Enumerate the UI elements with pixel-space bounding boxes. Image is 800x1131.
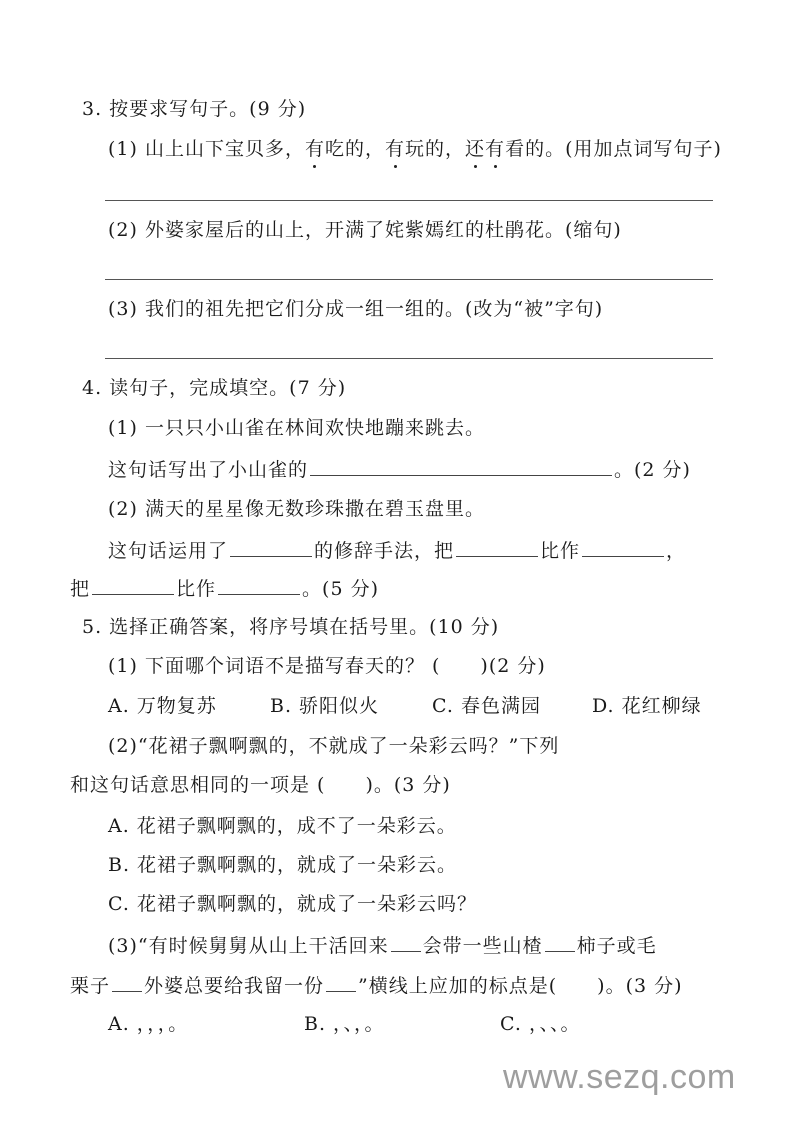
q5-item2-question-line1: (2)“花裙子飘啊飘的，不就成了一朵彩云吗？”下列 (108, 735, 560, 757)
punct-blank[interactable] (545, 933, 575, 952)
option-d[interactable]: D. 花红柳绿 (592, 695, 702, 717)
q5-item3-options (108, 1012, 580, 1036)
emphasis-dot-word: 有 (385, 138, 406, 160)
fill-blank[interactable] (456, 538, 538, 557)
q5-item2-option-b[interactable]: B. 花裙子飘啊飘的，就成了一朵彩云。 (108, 854, 458, 876)
q5-item3-text: 外婆总要给我留一份 (144, 975, 325, 997)
q4-item2-text: 的修辞手法，把 (314, 540, 455, 562)
q5-title: 5. 选择正确答案，将序号填在括号里。(10 分) (82, 616, 500, 638)
q5-item2-option-a[interactable]: A. 花裙子飘啊飘的，成不了一朵彩云。 (108, 815, 457, 837)
fill-blank[interactable] (230, 538, 312, 557)
q4-item2-text: ， (666, 540, 687, 562)
q4-item2-sentence: (2) 满天的星星像无数珍珠撒在碧玉盘里。 (108, 498, 485, 520)
q4-item2-fill-line2 (70, 576, 379, 601)
q5-item3-text: 会带一些山楂 (422, 935, 543, 957)
fill-blank[interactable] (310, 457, 612, 476)
fill-blank[interactable] (218, 576, 300, 595)
q4-item2-text: 比作 (176, 578, 217, 600)
q5-item3-text: 柿子或毛 (576, 935, 657, 957)
q3-item3: (3) 我们的祖先把它们分成一组一组的。(改为“被”字句) (108, 298, 604, 320)
q3-item2: (2) 外婆家屋后的山上，开满了姹紫嫣红的杜鹃花。(缩句) (108, 219, 622, 241)
fill-blank[interactable] (92, 576, 174, 595)
emphasis-dot-word: 有 (485, 138, 506, 160)
q3-item1-prefix: (1) 山上山下宝贝多， (108, 138, 305, 160)
q4-item2-text: 。(5 分) (302, 578, 379, 600)
q3-item1-text: 看的。 (505, 138, 566, 160)
q4-item2-text: 这句话运用了 (108, 540, 229, 562)
emphasis-dot-word: 还 (465, 138, 486, 160)
emphasis-dot-word: 有 (304, 138, 325, 160)
q4-item1-sentence: (1) 一只只小山雀在林间欢快地蹦来跳去。 (108, 417, 485, 439)
q5-item2-question-line2: 和这句话意思相同的一项是 ( )。(3 分) (70, 774, 451, 796)
option-b[interactable]: B. 骄阳似火 (270, 695, 380, 717)
q5-item2-option-c[interactable]: C. 花裙子飘啊飘的，就成了一朵彩云吗？ (108, 893, 477, 915)
q5-item3-line2 (70, 973, 683, 998)
q4-item1-fill (108, 457, 691, 482)
watermark: www.sezq.com (503, 1058, 736, 1096)
q4-item2-fill-line1 (108, 538, 686, 563)
q3-item1 (108, 137, 722, 161)
option-a[interactable]: A. ，，，。 (108, 1013, 189, 1035)
q4-item1-suffix: 。(2 分) (614, 459, 691, 481)
punct-blank[interactable] (391, 933, 421, 952)
q5-item3-line1 (108, 933, 657, 958)
option-c[interactable]: C. 春色满园 (432, 695, 541, 717)
q4-title: 4. 读句子，完成填空。(7 分) (82, 377, 347, 399)
q5-item3-text: ”横线上应加的标点是( )。(3 分) (358, 975, 683, 997)
q5-item3-text: (3)“有时候舅舅从山上干活回来 (108, 935, 389, 957)
answer-line-q3-1[interactable] (105, 200, 713, 201)
q3-item1-instruction: (用加点词写句子) (565, 138, 722, 160)
option-c[interactable]: C. ，、、。 (500, 1013, 581, 1035)
q4-item2-text: 把 (70, 578, 91, 600)
fill-blank[interactable] (582, 538, 664, 557)
q5-item1-question: (1) 下面哪个词语不是描写春天的？ ( )(2 分) (108, 655, 546, 677)
answer-line-q3-3[interactable] (105, 358, 713, 359)
q4-item2-text: 比作 (540, 540, 581, 562)
option-a[interactable]: A. 万物复苏 (108, 695, 217, 717)
punct-blank[interactable] (326, 973, 356, 992)
answer-line-q3-2[interactable] (105, 279, 713, 280)
q5-item3-text: 栗子 (70, 975, 111, 997)
q3-item1-text: 吃的， (324, 138, 385, 160)
option-b[interactable]: B. ，、，。 (304, 1013, 385, 1035)
q3-title: 3. 按要求写句子。(9 分) (82, 98, 307, 120)
q3-item1-text: 玩的， (405, 138, 466, 160)
q5-item1-options (108, 694, 702, 718)
q4-item1-prompt: 这句话写出了小山雀的 (108, 459, 309, 481)
punct-blank[interactable] (112, 973, 142, 992)
